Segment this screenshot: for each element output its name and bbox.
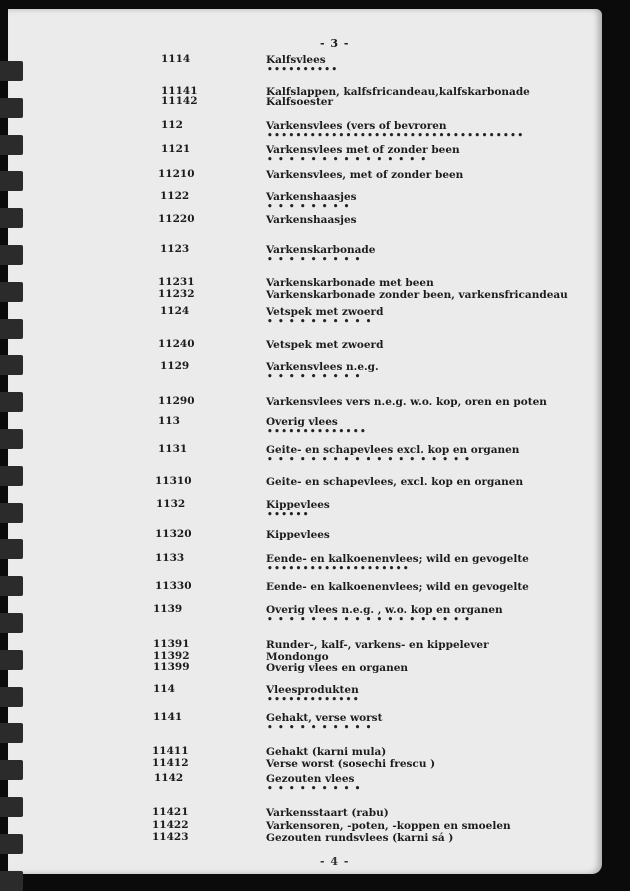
binding-tab (0, 135, 23, 155)
binding-tab (0, 61, 23, 81)
binding-tab (0, 429, 23, 449)
dotted-underline: ••••••••• (267, 372, 366, 382)
entry-code: 1142 (154, 772, 184, 784)
entry-code: 11290 (158, 395, 195, 407)
entry-description: Gehakt (karni mula) (266, 746, 387, 758)
entry-code: 1141 (153, 711, 183, 723)
document-page (8, 9, 602, 874)
dotted-underline: ••••••••••••••••••• (267, 615, 476, 625)
dotted-underline: •••••••• (267, 202, 355, 212)
binding-tab (0, 539, 23, 559)
entry-description: Varkensoren, -poten, -koppen en smoelen (266, 820, 511, 832)
dotted-underline: ••••••••••••• (267, 695, 360, 705)
entry-description: Varkenskarbonade met been (266, 277, 434, 289)
binding-tab (0, 355, 23, 375)
entry-description: Kalfsoester (266, 96, 334, 108)
entry-description: Gehakt, verse worst (266, 712, 383, 724)
binding-tab (0, 245, 23, 265)
entry-description: Gezouten rundsvlees (karni sá ) (266, 832, 454, 844)
binding-tab (0, 392, 23, 412)
entry-code: 1139 (153, 603, 183, 615)
entry-description: Overig vlees en organen (266, 662, 409, 674)
binding-tab (0, 319, 23, 339)
entry-code: 11421 (152, 806, 189, 818)
entry-code: 11399 (153, 661, 190, 673)
dotted-underline: •••••••••••••••••••• (267, 564, 411, 574)
entry-code: 11141 (161, 85, 198, 97)
entry-description: Kalfslappen, kalfsfricandeau,kalfskarbonade (266, 86, 530, 98)
entry-code: 11392 (153, 650, 190, 662)
entry-description: Mondongo (266, 651, 329, 663)
entry-code: 112 (161, 119, 183, 131)
dotted-underline: •••••••••••••••••••••••••••••••••••• (267, 131, 525, 141)
entry-description: Varkenskarbonade zonder been, varkensfricandeau (266, 289, 568, 301)
entry-description: Geite- en schapevlees excl. kop en organen (266, 444, 520, 456)
entry-description: Vleesprodukten (266, 684, 359, 696)
entry-code: 1131 (158, 443, 188, 455)
binding-tab (0, 98, 23, 118)
dotted-underline: •••••••••• (267, 317, 377, 327)
dotted-underline: ••••••••••••••• (267, 155, 432, 165)
entry-description: Varkensvlees vers n.e.g. w.o. kop, oren en poten (266, 396, 547, 408)
entry-code: 11231 (158, 276, 195, 288)
entry-code: 11320 (155, 528, 192, 540)
binding-tab (0, 797, 23, 817)
entry-description: Varkensstaart (rabu) (266, 807, 389, 819)
binding-tab (0, 171, 23, 191)
entry-description: Eende- en kalkoenenvlees; wild en gevogelte (266, 581, 529, 593)
entry-description: Runder-, kalf-, varkens- en kippelever (266, 639, 489, 651)
entry-description: Gezouten vlees (266, 773, 355, 785)
entry-description: Kippevlees (266, 529, 330, 541)
entry-code: 1114 (161, 53, 191, 65)
entry-code: 1129 (160, 360, 190, 372)
entry-code: 1133 (155, 552, 185, 564)
dotted-underline: •••••••••• (267, 65, 339, 75)
entry-description: Varkenskarbonade (266, 244, 376, 256)
entry-description: Eende- en kalkoenenvlees; wild en gevogelte (266, 553, 529, 565)
entry-description: Varkensvlees met of zonder been (266, 144, 460, 156)
entry-code: 1122 (160, 190, 190, 202)
dotted-underline: •••••••••••••• (267, 427, 368, 437)
entry-description: Overig vlees n.e.g. , w.o. kop en organen (266, 604, 503, 616)
entry-code: 113 (158, 415, 180, 427)
entry-code: 11412 (152, 757, 189, 769)
entry-description: Kippevlees (266, 499, 330, 511)
entry-code: 1121 (161, 143, 191, 155)
entry-code: 114 (153, 683, 175, 695)
entry-description: Varkenshaasjes (266, 214, 357, 226)
binding-tab (0, 871, 23, 891)
entry-description: Varkensvlees, met of zonder been (266, 169, 464, 181)
entry-description: Varkensvlees n.e.g. (266, 361, 379, 373)
entry-code: 11411 (152, 745, 189, 757)
binding-tab (0, 466, 23, 486)
entry-description: Kalfsvlees (266, 54, 326, 66)
binding-tab (0, 503, 23, 523)
dotted-underline: ••••••••• (267, 255, 366, 265)
entry-code: 11210 (158, 168, 195, 180)
entry-code: 11240 (158, 338, 195, 350)
entry-code: 1124 (160, 305, 190, 317)
dotted-underline: •••••• (267, 510, 310, 520)
entry-code: 11142 (161, 95, 198, 107)
page-header-number: - 3 - (320, 37, 350, 50)
binding-tab (0, 282, 23, 302)
entry-description: Verse worst (sosechi frescu ) (266, 758, 436, 770)
binding-tab (0, 613, 23, 633)
entry-code: 11310 (155, 475, 192, 487)
entry-code: 11391 (153, 638, 190, 650)
dotted-underline: ••••••••••••••••••• (267, 455, 476, 465)
binding-tab (0, 723, 23, 743)
entry-description: Overig vlees (266, 416, 338, 428)
entry-code: 1123 (160, 243, 190, 255)
entry-description: Varkenshaasjes (266, 191, 357, 203)
entry-code: 11220 (158, 213, 195, 225)
binding-tab (0, 834, 23, 854)
binding-tab (0, 687, 23, 707)
binding-tab (0, 760, 23, 780)
binding-tab (0, 650, 23, 670)
entry-code: 11330 (155, 580, 192, 592)
entry-description: Vetspek met zwoerd (266, 306, 384, 318)
page-footer-number: - 4 - (320, 855, 350, 868)
entry-description: Geite- en schapevlees, excl. kop en organen (266, 476, 524, 488)
entry-code: 11423 (152, 831, 189, 843)
entry-description: Vetspek met zwoerd (266, 339, 384, 351)
entry-code: 1132 (156, 498, 186, 510)
entry-code: 11422 (152, 819, 189, 831)
dotted-underline: ••••••••• (267, 784, 366, 794)
dotted-underline: •••••••••• (267, 723, 377, 733)
entry-code: 11232 (158, 288, 195, 300)
entry-description: Varkensvlees (vers of bevroren (266, 120, 447, 132)
binding-tab (0, 208, 23, 228)
binding-tab (0, 576, 23, 596)
